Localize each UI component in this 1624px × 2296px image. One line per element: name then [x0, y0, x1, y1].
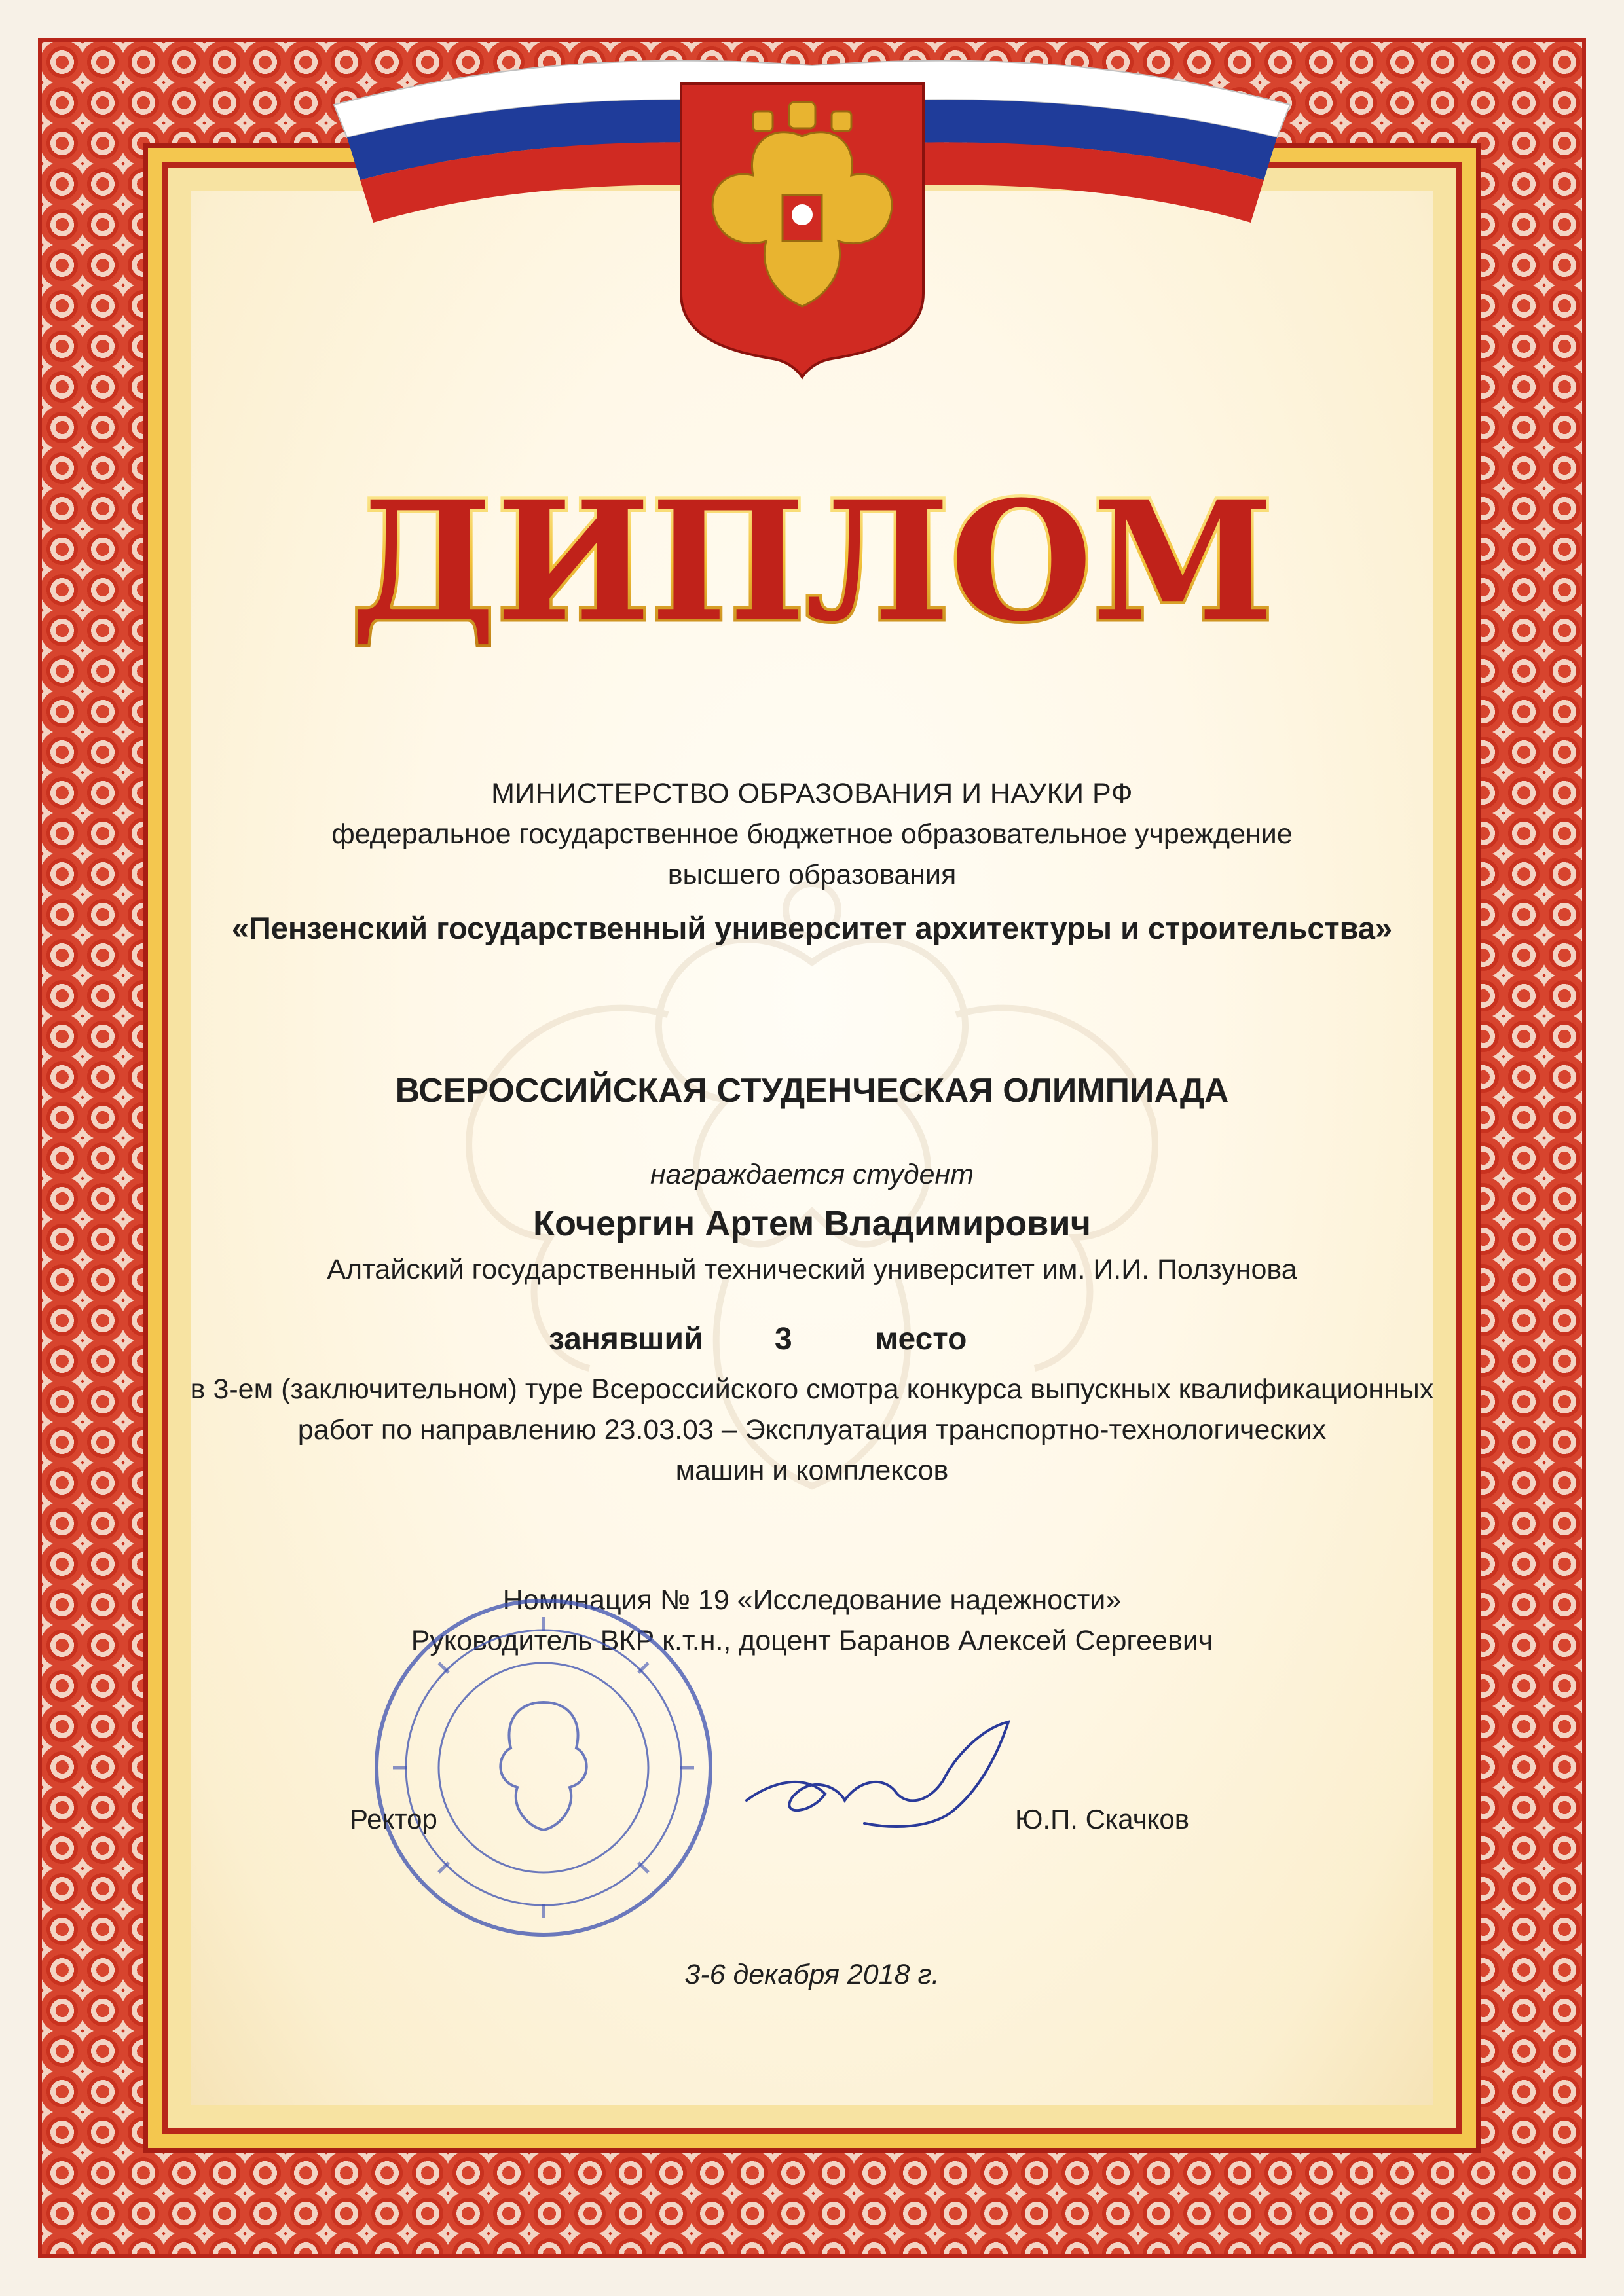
signatory-role: Ректор [350, 1804, 437, 1834]
description-line-3: машин и комплексов [675, 1455, 949, 1486]
place-suffix: место [875, 1322, 967, 1357]
ministry-name: МИНИСТЕРСТВО ОБРАЗОВАНИЯ И НАУКИ РФ [491, 778, 1133, 809]
official-stamp-icon [367, 1591, 720, 1944]
description-line-2: работ по направлению 23.03.03 – Эксплуатация транспортно-технологических [297, 1414, 1327, 1446]
institution-type: федеральное государственное бюджетное образовательное учреждение [331, 818, 1293, 850]
description-line-1: в 3-ем (заключительном) туре Всероссийского смотра конкурса выпускных квалификационных [190, 1374, 1434, 1405]
diploma-title [350, 452, 1274, 661]
education-level: высшего образования [667, 859, 957, 890]
coat-of-arms-icon [674, 77, 930, 378]
issue-date: 3-6 декабря 2018 г. [684, 1959, 940, 1990]
nomination: Номинация № 19 «Исследование надежности» [502, 1584, 1122, 1616]
event-name: ВСЕРОССИЙСКАЯ СТУДЕНЧЕСКАЯ ОЛИМПИАДА [395, 1072, 1229, 1110]
signature-icon [733, 1702, 1035, 1859]
place-prefix: занявший [549, 1322, 703, 1357]
diploma-title-text: ДИПЛОМ [350, 465, 1274, 657]
supervisor: Руководитель ВКР к.т.н., доцент Баранов Алексей Сергеевич [411, 1625, 1213, 1656]
awarded-label: награждается студент [650, 1159, 974, 1190]
recipient-name: Кочергин Артем Владимирович [533, 1204, 1091, 1243]
recipient-organization: Алтайский государственный технический университет им. И.И. Ползунова [327, 1254, 1297, 1285]
place-row [0, 1321, 1624, 1367]
university-name: «Пензенский государственный университет архитектуры и строительства» [231, 911, 1393, 945]
place-number: 3 [775, 1322, 792, 1357]
signatory-name: Ю.П. Скачков [1015, 1804, 1190, 1834]
